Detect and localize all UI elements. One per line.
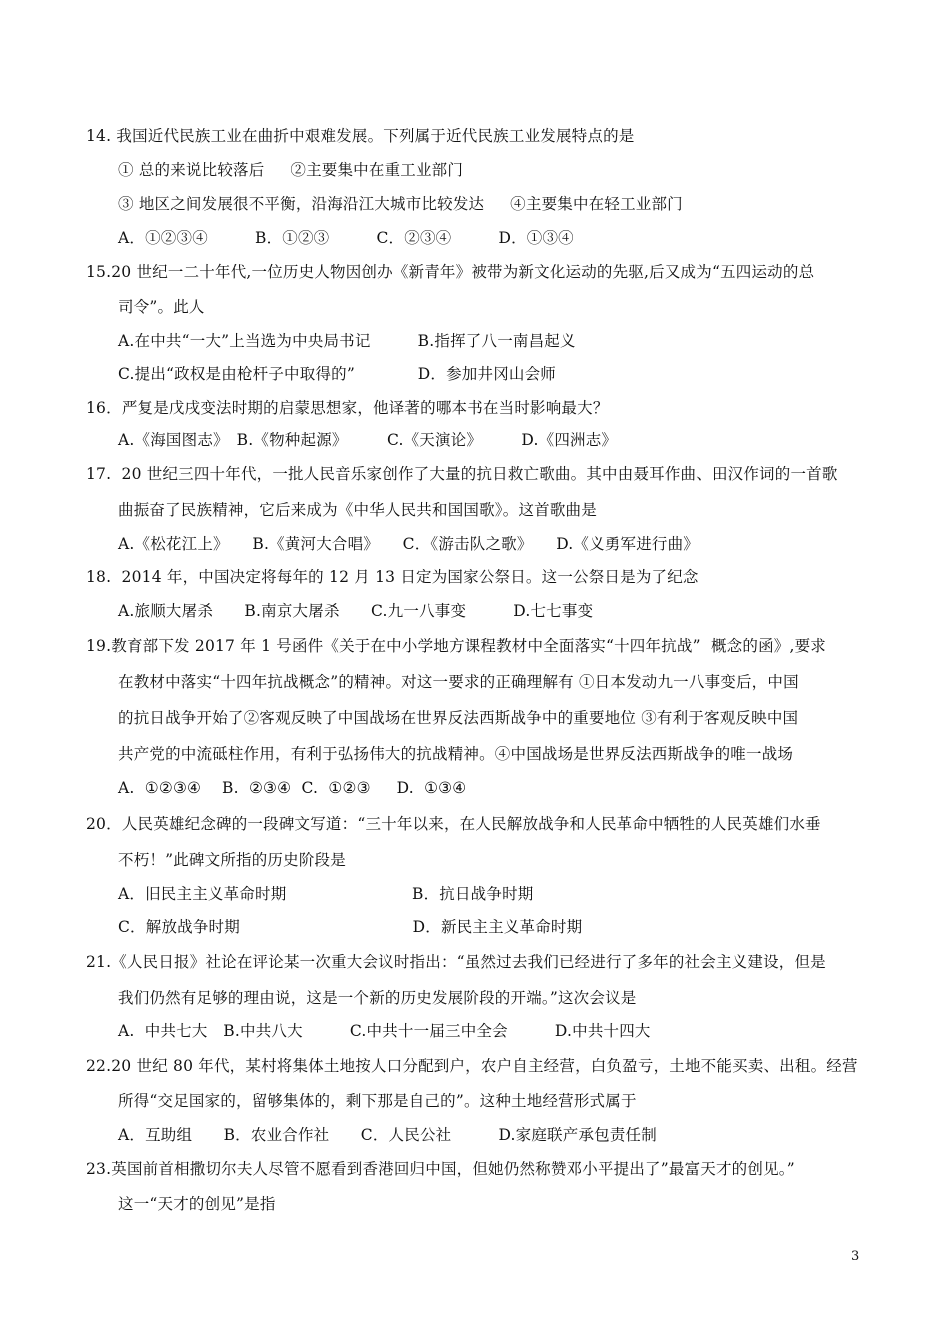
question-stem-line: 不朽！”此碑文所指的历史阶段是 [118, 851, 346, 869]
question-stem-line: 23.英国前首相撒切尔夫人尽管不愿看到香港回归中国，但她仍然称赞邓小平提出了”最富天才的创见。” [86, 1160, 795, 1178]
question-stem-line: ① 总的来说比较落后 ②主要集中在重工业部门 [118, 161, 464, 179]
page-number: 3 [851, 1249, 860, 1264]
question-stem-line: 共产党的中流砥柱作用，有利于弘扬伟大的抗战精神。④中国战场是世界反法西斯战争的唯一战场 [118, 745, 794, 763]
question-stem-line: 曲振奋了民族精神，它后来成为《中华人民共和国国歌》。这首歌曲是 [118, 501, 597, 519]
answer-options: A.旅顺大屠杀 B.南京大屠杀 C.九一八事变 D.七七事变 [118, 602, 594, 620]
question-stem-line: 18. 2014 年，中国决定将每年的 12 月 13 日定为国家公祭日。这一公祭日是为了纪念 [86, 568, 699, 586]
answer-options: A．互助组 B．农业合作社 C．人民公社 D.家庭联产承包责任制 [118, 1126, 657, 1144]
answer-options: C．解放战争时期 D．新民主主义革命时期 [118, 918, 583, 936]
answer-options: A．①②③④ B．①②③ C．②③④ D．①③④ [118, 229, 574, 247]
question-stem-line: 19.教育部下发 2017 年 1 号函件《关于在中小学地方课程教材中全面落实“十四年抗战” 概念的函》,要求 [86, 637, 826, 655]
question-stem-line: 在教材中落实“十四年抗战概念”的精神。对这一要求的正确理解有 ①日本发动九一八事变后，中国 [118, 673, 799, 691]
question-stem-line: 20．人民英雄纪念碑的一段碑文写道：“三十年以来，在人民解放战争和人民革命中牺牲的人民英雄们水垂 [86, 815, 821, 833]
answer-options: A．旧民主主义革命时期 B．抗日战争时期 [118, 885, 534, 903]
answer-options: A.在中共“一大”上当选为中央局书记 B.指挥了八一南昌起义 [118, 332, 576, 350]
question-stem-line: 这一“天才的创见”是指 [118, 1195, 276, 1213]
answer-options: C.提出“政权是由枪杆子中取得的” D．参加井冈山会师 [118, 365, 557, 383]
question-stem-line: 所得“交足国家的，留够集体的，剩下那是自己的”。这种土地经营形式属于 [118, 1092, 637, 1110]
question-stem-line: 16．严复是戊戌变法时期的启蒙思想家，他译著的哪本书在当时影响最大？ [86, 399, 609, 417]
question-stem-line: 17. 20 世纪三四十年代，一批人民音乐家创作了大量的抗日救亡歌曲。其中由聂耳作曲、田汉作词的一首歌 [86, 465, 838, 483]
answer-options: A. 中共七大 B.中共八大 C.中共十一届三中全会 D.中共十四大 [118, 1022, 651, 1040]
answer-options: A.《海国图志》 B.《物种起源》 C.《天演论》 D.《四洲志》 [118, 431, 618, 449]
answer-options: A. ①②③④ B. ②③④ C. ①②③ D. ①③④ [118, 779, 467, 797]
question-stem-line: ③ 地区之间发展很不平衡，沿海沿江大城市比较发达 ④主要集中在轻工业部门 [118, 195, 683, 213]
question-stem-line: 的抗日战争开始了②客观反映了中国战场在世界反法西斯战争中的重要地位 ③有利于客观反映中国 [118, 709, 799, 727]
question-stem-line: 21.《人民日报》社论在评论某一次重大会议时指出：“虽然过去我们已经进行了多年的社会主义建设，但是 [86, 953, 826, 971]
question-stem-line: 我们仍然有足够的理由说，这是一个新的历史发展阶段的开端。”这次会议是 [118, 989, 637, 1007]
question-stem-line: 14. 我国近代民族工业在曲折中艰难发展。下列属于近代民族工业发展特点的是 [86, 127, 635, 145]
question-stem-line: 司令”。此人 [118, 298, 205, 316]
question-stem-line: 22.20 世纪 80 年代，某村将集体土地按人口分配到户，农户自主经营，白负盈亏，土地不能买卖、出租。经营 [86, 1057, 858, 1075]
question-stem-line: 15.20 世纪一二十年代,一位历史人物因创办《新青年》被带为新文化运动的先驱,后又成为“五四运动的总 [86, 263, 815, 281]
answer-options: A.《松花江上》 B.《黄河大合唱》 C．《游击队之歌》 D.《义勇军进行曲》 [118, 535, 700, 553]
